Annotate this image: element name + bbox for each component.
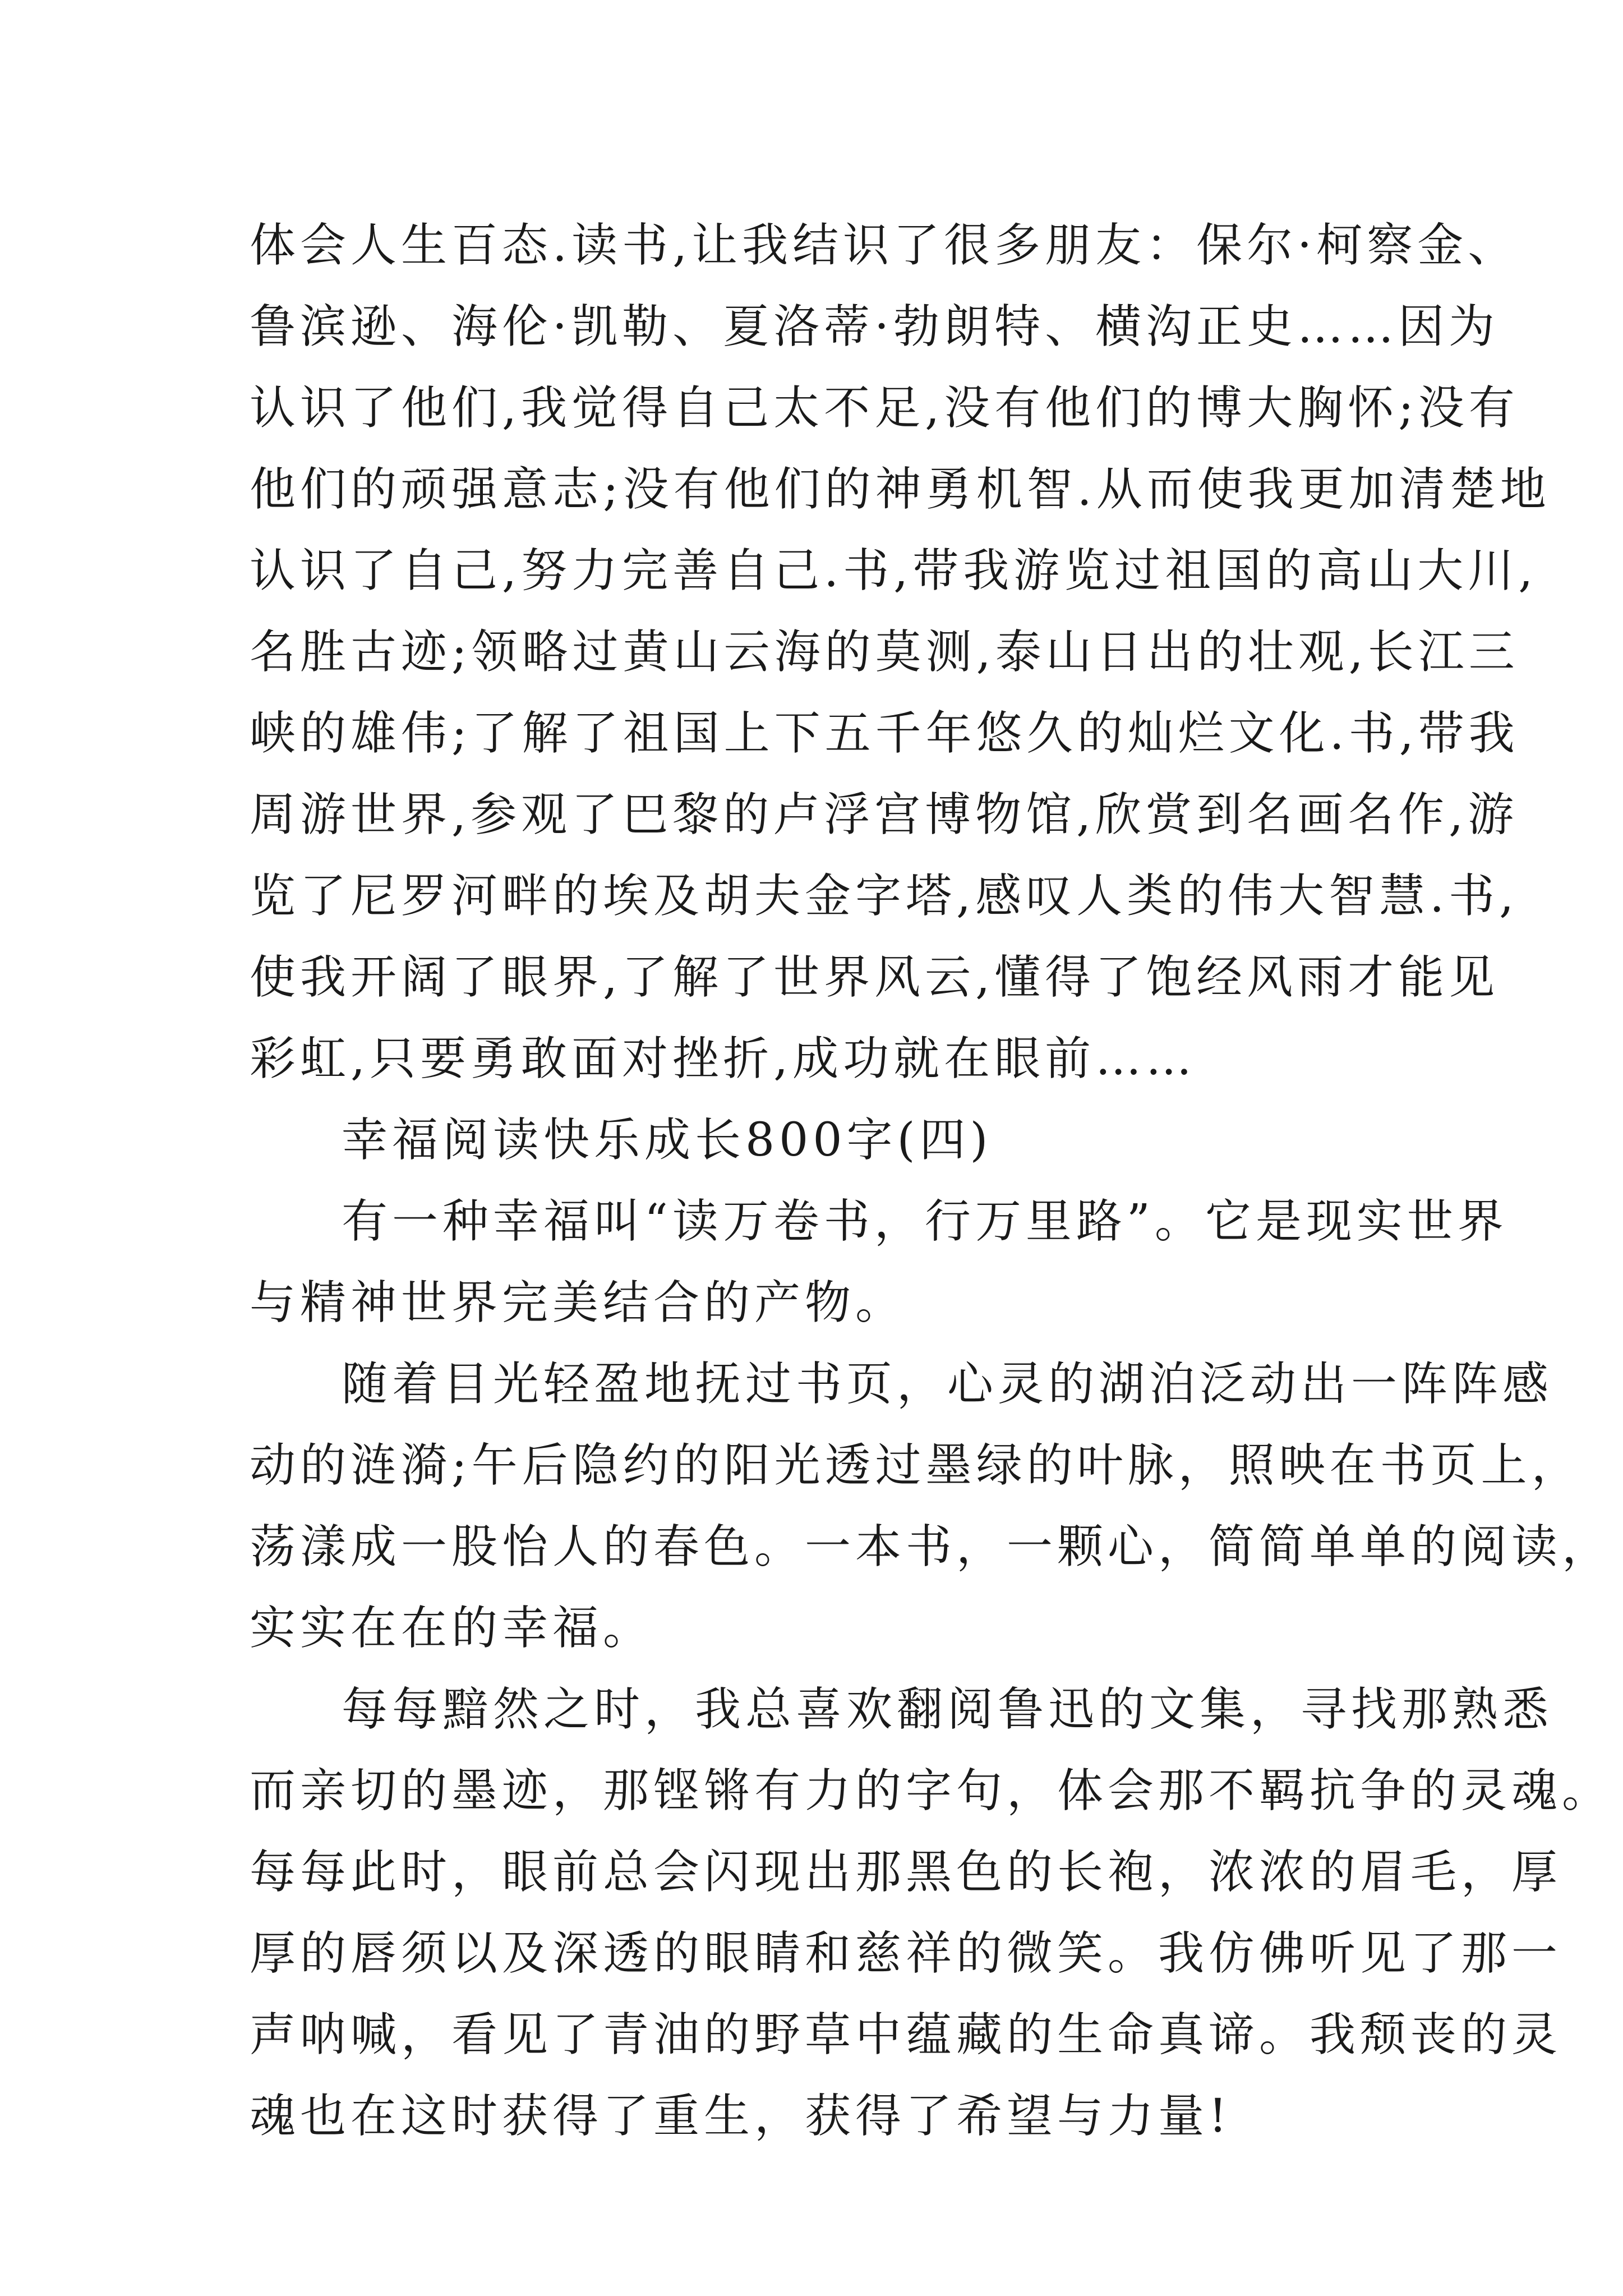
text-line: 峡的雄伟;了解了祖国上下五千年悠久的灿烂文化.书,带我: [250, 707, 1519, 760]
text-line: 实实在在的幸福。: [250, 1602, 654, 1655]
text-line: 厚的唇须以及深透的眼睛和慈祥的微笑。我仿佛听见了那一: [250, 1927, 1562, 1980]
text-line: 与精神世界完美结合的产物。: [250, 1276, 906, 1329]
text-line: 随着目光轻盈地抚过书页，心灵的湖泊泛动出一阵阵感: [342, 1358, 1553, 1411]
text-line: 他们的顽强意志;没有他们的神勇机智.从而使我更加清楚地: [250, 463, 1551, 516]
paragraph-reading-moment: [250, 1343, 1613, 1669]
text-line: 每每此时，眼前总会闪现出那黑色的长袍，浓浓的眉毛，厚: [250, 1846, 1562, 1899]
paragraph-happiness-intro: [250, 1181, 1508, 1343]
text-line: 荡漾成一股怡人的春色。一本书，一颗心，简简单单的阅读，: [250, 1520, 1613, 1573]
text-line: 鲁滨逊、海伦·凯勒、夏洛蒂·勃朗特、横沟正史……因为: [250, 300, 1500, 353]
text-line: 魂也在这时获得了重生，获得了希望与力量!: [250, 2090, 1232, 2143]
text-line: 认识了自己,努力完善自己.书,带我游览过祖国的高山大川,: [250, 544, 1538, 597]
text-line: 周游世界,参观了巴黎的卢浮宫博物馆,欣赏到名画名作,游: [250, 788, 1519, 841]
section-heading: [250, 1099, 1399, 1181]
text-line: 使我开阔了眼界,了解了世界风云,懂得了饱经风雨才能见: [250, 951, 1500, 1004]
text-line: 体会人生百态.读书,让我结识了很多朋友：保尔·柯察金、: [250, 219, 1519, 272]
text-line: 认识了他们,我觉得自己太不足,没有他们的博大胸怀;没有: [250, 381, 1519, 435]
text-line: 名胜古迹;领略过黄山云海的莫测,泰山日出的壮观,长江三: [250, 625, 1519, 679]
text-line: 而亲切的墨迹，那铿锵有力的字句，体会那不羁抗争的灵魂。: [250, 1764, 1613, 1818]
paragraph-reading-friends: [250, 205, 1551, 1099]
paragraph-luxun: [250, 1669, 1613, 2157]
text-line: 览了尼罗河畔的埃及胡夫金字塔,感叹人类的伟大智慧.书,: [250, 869, 1519, 923]
text-line: 有一种幸福叫“读万卷书，行万里路”。它是现实世界: [342, 1195, 1508, 1248]
section-title: 幸福阅读快乐成长800字(四): [342, 1114, 993, 1167]
text-line: 每每黯然之时，我总喜欢翻阅鲁迅的文集，寻找那熟悉: [342, 1683, 1553, 1736]
text-line: 声呐喊，看见了青油的野草中蕴藏的生命真谛。我颓丧的灵: [250, 2008, 1562, 2062]
text-line: 动的涟漪;午后隐约的阳光透过墨绿的叶脉，照映在书页上，: [250, 1439, 1582, 1492]
text-line: 彩虹,只要勇敢面对挫折,成功就在眼前……: [250, 1032, 1197, 1085]
document-body: [250, 205, 1613, 2157]
